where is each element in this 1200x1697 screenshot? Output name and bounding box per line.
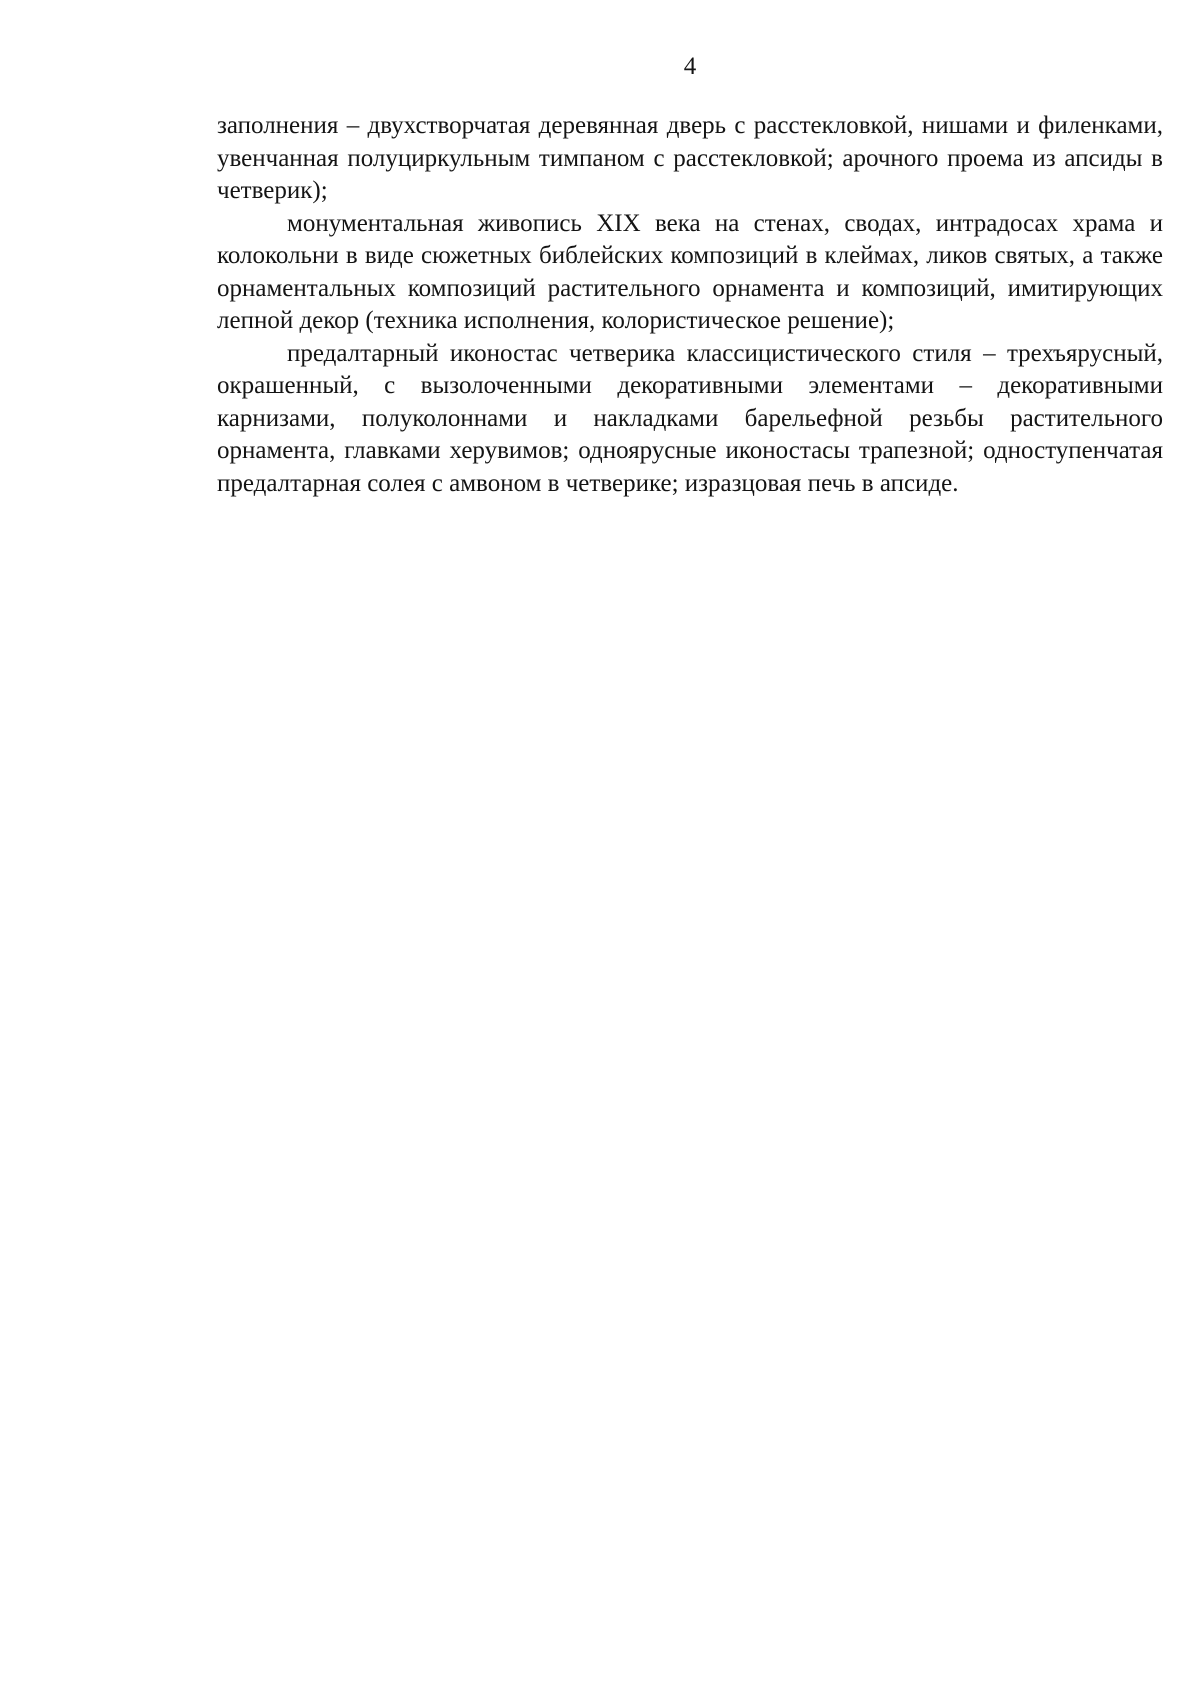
paragraph-iconostasis: предалтарный иконостас четверика классицистического стиля – трехъярусный, окрашенный, с вызолоченными декоративными элементами – декоративными карнизами, полуколоннами и накладками барельефной резьбы растительного орнамента, главками херувимов; одноярусные иконостасы трапезной; одноступенчатая предалтарная солея с амвоном в четверике; изразцовая печь в апсиде. [217,339,1163,497]
paragraph-monumental-painting: монументальная живопись XIX века на стенах, сводах, интрадосах храма и колокольни в виде сюжетных библейских композиций в клеймах, ликов святых, а также орнаментальных композиций растительного орнамента и композиций, имитирующих лепной декор (техника исполнения, колористическое решение); [217,209,1163,334]
body-text [217,110,1163,500]
paragraph-window-fill: заполнения – двухстворчатая деревянная дверь с расстекловкой, нишами и филенками, увенчанная полуциркульным тимпаном с расстекловкой; арочного проема из апсиды в четверик); [217,112,1163,204]
page-number: 4 [683,53,697,80]
